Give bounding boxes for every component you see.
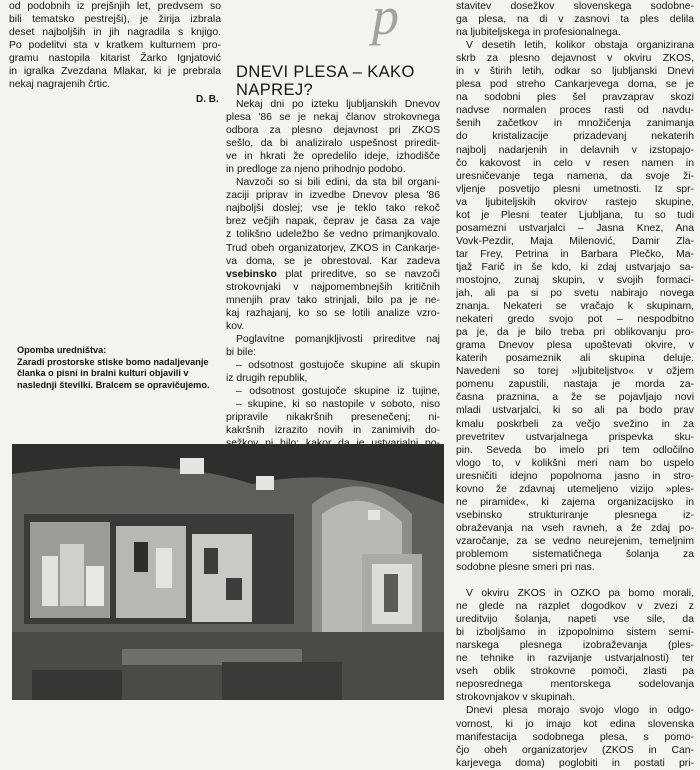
- text-line: stavitev dosežkov slovenskega sodobne-: [456, 1, 694, 12]
- text-line: Poglavitne pomanjkljivosti prireditve naj: [236, 333, 440, 345]
- text-line: zaciji priprav in izvedbe Dnevov plesa '86: [226, 190, 440, 202]
- text-line: Vovk-Pezdir, Maja Milenović, Damir Zla-: [456, 235, 694, 247]
- text-line: karjevega doma) poglobiti in postati pri-: [456, 757, 694, 769]
- text-line: pripravile nikakršnih presenečenj; ni-: [226, 412, 440, 424]
- text-line: nekateri gredo svojo pot – nespodbitno: [456, 314, 694, 326]
- editor-note: [17, 345, 217, 391]
- text-line: posamezni ustvarjalci – Jasna Knez, Ana: [456, 222, 694, 234]
- text-line: vseh oblik strokovne pomoči, zlasti pa: [456, 666, 694, 678]
- text-line: ne glede na razplet dogodkov v zvezi z: [456, 601, 694, 613]
- text-line: odbora za plesno dejavnost pri ZKOS: [226, 125, 440, 137]
- text-line: mostojno, zunaj skupin, v svojih formaci-: [456, 274, 694, 286]
- text-line: nadvse normalen proces rasti od navdu-: [456, 105, 694, 117]
- text-line: – odsotnost gostujoče skupine iz tujine,: [236, 386, 440, 398]
- text-line: najbolj nadarjenih in delavnih v izstopajo-: [456, 144, 694, 156]
- text-line: bili tematsko pestrejši), je žirija izbrala: [9, 14, 221, 26]
- text-line: in v štirih letih, odkar so ljubljanski Dnevi: [456, 66, 694, 78]
- text-line: nekaj nagrajenih črtic.: [9, 79, 111, 91]
- text-line: mnenjih prav tako strinjali, bilo pa je ne-: [226, 294, 440, 306]
- gallery-photo: [12, 444, 444, 700]
- text-line: najboljši doslej; vse je teklo tako rekoč: [226, 203, 440, 215]
- decorative-letter: p: [372, 0, 399, 46]
- text-line: tar Frey, Petrina in Barbara Plečko, Ma-: [456, 248, 694, 260]
- text-line: plesa '86 se je nekaj članov strokovnega: [226, 112, 440, 124]
- text-line: mladi ustvarjalci, ki so ali pa bodo prav: [456, 405, 694, 417]
- author-signature: D. B.: [196, 94, 219, 105]
- text-line: strokovnjaki v najpomembnejših kritičnih: [226, 281, 440, 293]
- text-line: ne tehnike in razvijanje ustvarjalnosti) ter: [456, 653, 694, 665]
- text-line: vlogo to, v kolikšni meri nam bo uspelo: [456, 457, 694, 469]
- text-line: problemom sistematičnega šolanja za: [456, 548, 694, 560]
- text-line: vsebinsko strukturiranje plesnega iz-: [456, 509, 694, 521]
- text-line: ureditvijo šolanja, napeti vse sile, da: [456, 614, 694, 626]
- editor-note-text: Zaradi prostorske stiske bomo nadaljevanje članka o pisni in bralni kulturi objavili v naslednji številki. Bralcem se opravičujemo.: [17, 356, 210, 390]
- text-line: va doma, se je obrestoval. Kar zadeva: [226, 255, 440, 267]
- article-title: DNEVI PLESA – KAKO NAPREJ?: [236, 63, 415, 99]
- text-line: čo kakovost in celo v resen namen in: [456, 157, 694, 169]
- text-line: – skupine, ki so nastopile v soboto, niso: [236, 399, 440, 411]
- column-left: [9, 0, 221, 91]
- editor-note-title: Opomba uredništva:: [17, 345, 107, 355]
- text-line: kakršnih izrazito novih in zanimivih do-: [226, 425, 440, 437]
- text-line: gramu nastopila kitarist Žarko Ignjatović: [9, 53, 221, 65]
- text-line: skrb za plesno dejavnost v okviru ZKOS,: [456, 53, 694, 65]
- text-line: šenih začetkov in množičenja zanimanja: [456, 118, 694, 130]
- text-line: Trud obeh organizatorjev, ZKOS in Cankarje-: [226, 242, 440, 254]
- text-line: ne piramide«, ki zajema organizacijsko in: [456, 496, 694, 508]
- text-line: Navedeni so torej »ljubiteljstvo« v ožjem: [456, 366, 694, 378]
- text-line: sešlo, da bi analiziralo uspešnost priredit-: [226, 138, 440, 150]
- text-line: grama Dnevov plesa upoštevati okvire, v: [456, 340, 694, 352]
- text-line: z tolikšno udeležbo še vedno primanjkovalo.: [226, 229, 440, 241]
- text-line: katerih posameznik ali skupina deluje.: [456, 353, 694, 365]
- text-line: narskega plesnega izobraževanja (ples-: [456, 640, 694, 652]
- text-line: tjaž Farič in še kdo, ki zdaj ustvarjajo sa-: [456, 261, 694, 273]
- text-line: pomenu zapustili, nastaja je morda za-: [456, 379, 694, 391]
- text-line: plesa pod streho Cankarjevega doma, se je: [456, 79, 694, 91]
- text-line: ve in hkrati že opredelilo ideje, izhodišče: [226, 151, 440, 163]
- text-line: časna praznina, a že se pojavljajo novi: [456, 392, 694, 404]
- text-line: na ljubiteljskega in profesionalnega.: [456, 27, 621, 39]
- text-line: deset najboljših in jih nagradila s knjigo.: [9, 27, 221, 39]
- text-line: strokovnjakov v skupinah.: [456, 692, 575, 704]
- text-line: pin. Seveda bo imelo pri tem odločilno: [456, 444, 694, 456]
- text-line: va ljubiteljskih okvirov rastejo skupine,: [456, 196, 694, 208]
- text-line: vljenje posvetijo plesni umetnosti. Iz spr-: [456, 183, 694, 195]
- text-line: vornost, ki jo imajo kot edina slovenska: [456, 718, 694, 730]
- text-line: ga plesa, na di v zasnovi ta ples delila: [456, 14, 694, 26]
- text-line: neposrednega mentorskega sodelovanja: [456, 679, 694, 691]
- text-line: obraževanja na vseh ravneh, a že zdaj po-: [456, 522, 694, 534]
- text-line: čjo obeh organizatorjev (ZKOS in Can-: [456, 744, 694, 756]
- text-line: kmalu poskrbeli za večjo svežino in za: [456, 418, 694, 430]
- text-line: V desetih letih, kolikor obstaja organizirana: [466, 40, 694, 52]
- text-line: kaj razhajanj, ko so se lotili analize vzro-: [226, 307, 440, 319]
- text-line: kov.: [226, 320, 245, 332]
- text-line: vsebinsko plat prireditve, so se navzoči: [226, 268, 440, 280]
- text-line: sodobne plesne smeri pri nas.: [456, 562, 595, 574]
- text-line: uresničevanje tega namena, da svoje ži-: [456, 170, 694, 182]
- text-line: Po podelitvi sta v kratkem kulturnem pro-: [9, 40, 221, 52]
- text-line: V okviru ZKOS in OZKO pa bomo morali,: [466, 588, 694, 600]
- text-line: vzaročanje, za se vedno neurejenim, temeljnim: [456, 535, 694, 547]
- text-line: prevetritev ustvarjalnega prispevka sku-: [456, 431, 694, 443]
- text-line: jah, ali pa si po svetu nabirajo novega: [456, 288, 694, 300]
- text-line: bi bile:: [226, 346, 257, 358]
- article-column-middle: [226, 98, 440, 463]
- text-line: Dnevi plesa morajo svojo vlogo in odgo-: [466, 705, 694, 717]
- emphasis: vsebinsko: [226, 268, 277, 280]
- text-line: – odsotnost gostujoče skupine ali skupin: [236, 359, 440, 371]
- text-line: do kristalizacije prizadevanj nekaterih: [456, 131, 694, 143]
- text-line: znanja. Nekateri se vračajo k skupinam,: [456, 301, 694, 313]
- text-line: [456, 574, 694, 587]
- article-column-right: [456, 0, 694, 770]
- text-line: od podobnih iz prejšnjih let, predvsem so: [9, 1, 221, 12]
- text-line: brez večjih napak, čeprav je časa za vaje: [226, 216, 440, 228]
- text-line: Nekaj dni po izteku ljubljanskih Dnevov: [236, 99, 440, 110]
- text-line: in predloge za njeno prihodnjo podobo.: [226, 164, 406, 176]
- text-line: iz drugih republik,: [226, 372, 308, 384]
- text-line: na sodobni ples šel pravzaprav skozi: [456, 92, 694, 104]
- text-line: pa je, da je bilo treba pri oblikovanju pro-: [456, 327, 694, 339]
- text-line: kot je Plesni teater Ljubljana, tu so tudi: [456, 209, 694, 221]
- text-line: manifestacija sodobnega plesa, s pomo-: [456, 731, 694, 743]
- text-line: Navzoči so si bili edini, da sta bil organi-: [236, 177, 440, 189]
- text-line: bi izboljšamo in izpopolnimo sistem semi-: [456, 627, 694, 639]
- text-line: in igralka Zvezdana Mlakar, ki je prebrala: [9, 66, 221, 78]
- text-line: uresničiti idejno popolnoma jasno in stro-: [456, 470, 694, 482]
- text-line: kovno že zdavnaj utemeljeno vizijo »ples-: [456, 483, 694, 495]
